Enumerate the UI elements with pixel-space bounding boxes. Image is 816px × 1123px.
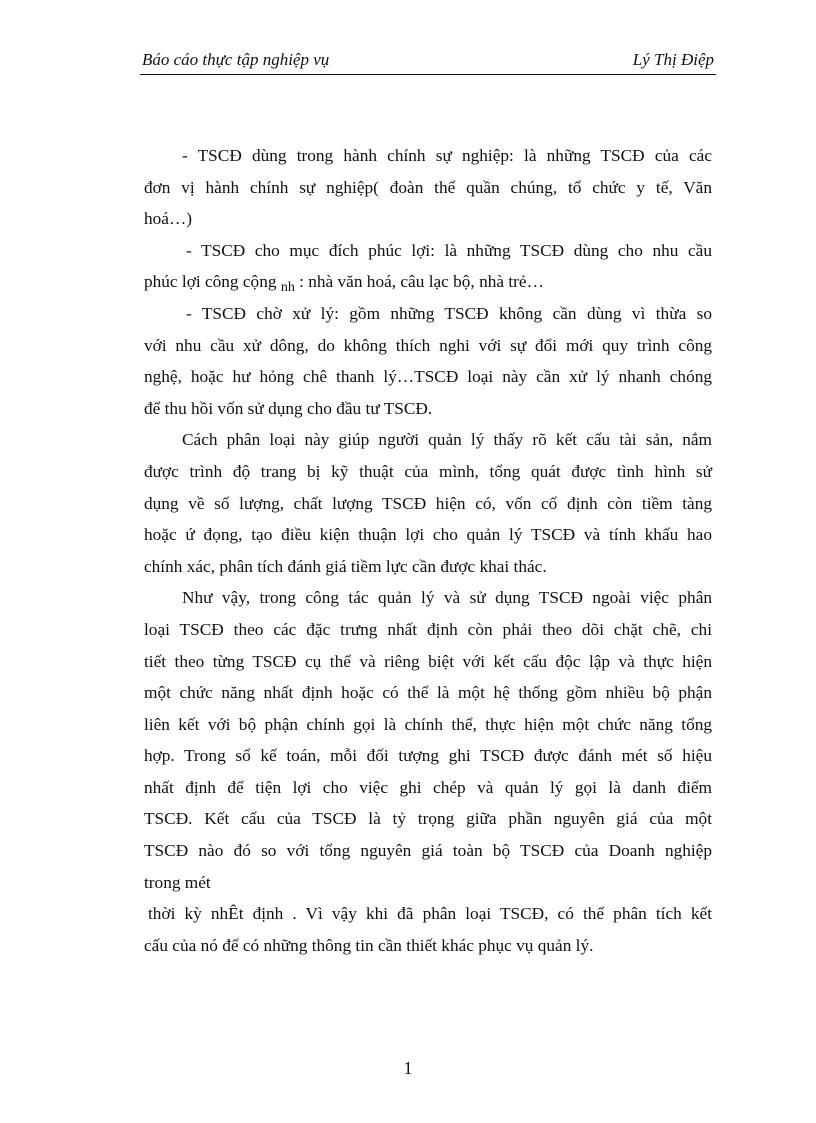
text-line: thời kỳ nhÊt định . Vì vậy khi đã phân loại TSCĐ, có thể phân tích kết — [148, 904, 712, 924]
text-fragment: : nhà văn hoá, câu lạc bộ, nhà trẻ… — [294, 272, 544, 292]
page-number: 1 — [403, 1058, 413, 1078]
text-line: hợp. Trong sổ kế toán, mỗi đối tượng ghi TSCĐ được đánh mét số hiệu — [144, 746, 712, 766]
text-line: hoặc ứ đọng, tạo điều kiện thuận lợi cho quản lý TSCĐ và tính khấu hao — [144, 525, 712, 545]
stray-subscript: nh — [280, 280, 295, 296]
text-line: - TSCĐ chờ xử lý: gồm những TSCĐ không cần dùng vì thừa so — [186, 303, 712, 323]
text-line: để thu hồi vốn sử dụng cho đầu tư TSCĐ. — [144, 398, 433, 418]
text-line: TSCĐ nào đó so với tổng nguyên giá toàn bộ TSCĐ của Doanh nghiệp — [144, 841, 712, 861]
paragraph-tscd-hanh-chinh — [144, 140, 712, 235]
text-line: với nhu cầu xử dông, do không thích nghi với sự đổi mới quy trình công — [144, 335, 712, 355]
text-line — [144, 266, 712, 298]
text-line: loại TSCĐ theo các đặc trưng nhất định còn phải theo dõi chặt chẽ, chi — [144, 619, 712, 639]
page-header — [140, 48, 716, 75]
text-line: chính xác, phân tích đánh giá tiềm lực cần được khai thác. — [144, 556, 547, 576]
text-line: dụng về số lượng, chất lượng TSCĐ hiện có, vốn cố định còn tiềm tàng — [144, 493, 712, 513]
header-author: Lý Thị Điệp — [632, 50, 714, 69]
text-line: hoá…) — [144, 209, 192, 229]
text-line: Như vậy, trong công tác quản lý và sử dụng TSCĐ ngoài việc phân — [182, 588, 712, 608]
paragraph-tscd-cho-xu-ly — [144, 298, 712, 424]
text-line: đơn vị hành chính sự nghiệp( đoàn thể quần chúng, tổ chức y tế, Văn — [144, 177, 712, 197]
text-line: TSCĐ. Kết cấu của TSCĐ là tỷ trọng giữa phần nguyên giá của một — [144, 809, 712, 829]
text-line: - TSCĐ cho mục đích phúc lợi: là những TSCĐ dùng cho nhu cầu — [186, 240, 712, 260]
text-line: - TSCĐ dùng trong hành chính sự nghiệp: là những TSCĐ của các — [182, 146, 712, 165]
text-line: Cách phân loại này giúp người quản lý thấy rõ kết cấu tài sản, nắm — [182, 430, 712, 450]
paragraph-thoi-ky — [144, 898, 712, 961]
paragraph-cach-phan-loai — [144, 424, 712, 582]
paragraph-tscd-phuc-loi — [144, 235, 712, 298]
text-line: tiết theo từng TSCĐ cụ thể và riêng biệt với kết cấu độc lập và thực hiện — [144, 651, 712, 671]
text-line: được trình độ trang bị kỹ thuật của mình, tổng quát được tình hình sử — [144, 461, 712, 481]
text-line: trong mét — [144, 872, 211, 892]
text-line: liên kết với bộ phận chính gọi là chính thể, thực hiện một chức năng tổng — [144, 714, 712, 734]
text-line: cấu của nó để có những thông tin cần thiết khác phục vụ quản lý. — [144, 935, 594, 955]
text-line: nhất định để tiện lợi cho việc ghi chép và quản lý gọi là danh điểm — [144, 777, 712, 797]
header-title: Báo cáo thực tập nghiệp vụ — [142, 50, 330, 69]
document-body — [144, 140, 712, 961]
text-fragment: phúc lợi công cộng — [144, 272, 281, 292]
text-line: một chức năng nhất định hoặc có thể là một hệ thống gồm nhiều bộ phận — [144, 683, 712, 703]
text-line: nghệ, hoặc hư hỏng chê thanh lý…TSCĐ loại này cần xử lý nhanh chóng — [144, 367, 712, 387]
paragraph-nhu-vay — [144, 582, 712, 898]
